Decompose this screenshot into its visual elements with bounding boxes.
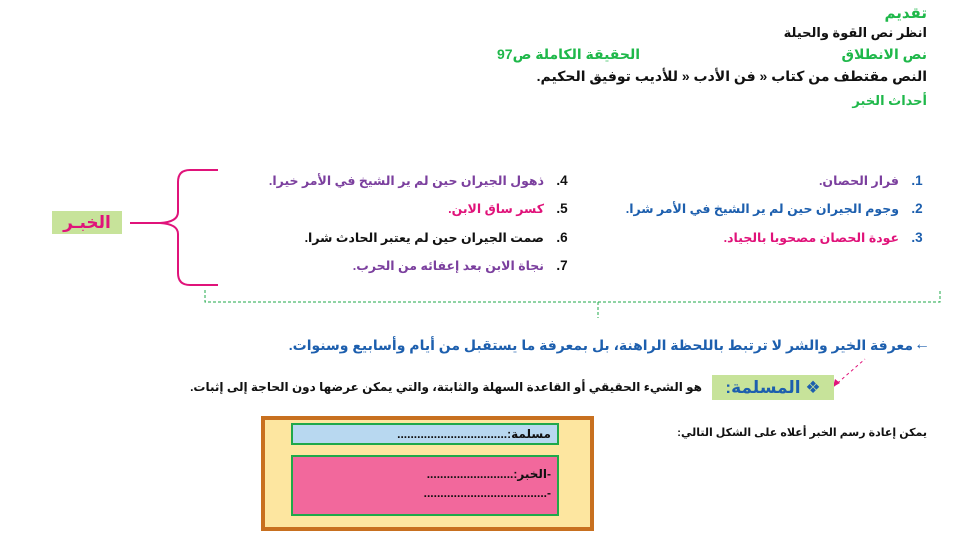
conclusion-text: معرفة الخير والشر لا ترتبط باللحظة الراهنة، بل بمعرفة ما يستقبل من أيام وأسابيع وسنوات. — [288, 337, 913, 353]
redraw-note: يمكن إعادة رسم الخبر أعلاه على الشكل التالي: — [677, 427, 927, 439]
musallama-box: مسلمة:................................. — [291, 423, 559, 445]
list-item: 6.صمت الجيران حين لم يعتبر الحادث شرا. — [304, 230, 568, 245]
list-item: 5.كسر ساق الابن. — [448, 201, 568, 216]
intro-line: انظر نص القوة والحيلة — [783, 25, 927, 40]
list-item: 1.فرار الحصان. — [818, 173, 923, 188]
list-item: 7.نجاة الابن بعد إعفائه من الحرب. — [352, 258, 568, 273]
musallama-label: ❖ المسلمة: — [712, 375, 834, 400]
start-text-label: نص الانطلاق — [841, 46, 927, 62]
list-item: 4.ذهول الجيران حين لم ير الشيخ في الأمر خيرا. — [268, 173, 568, 188]
reference-label: الحقيقة الكاملة ص97 — [497, 46, 641, 62]
khabar-label: الخبـر — [52, 211, 122, 234]
khabar-box — [291, 455, 559, 516]
khabar-line: -الخبر:.......................... — [426, 467, 551, 481]
section-heading: أحداث الخبر — [852, 93, 927, 108]
page-title: تقديم — [884, 5, 927, 22]
source-text: النص مقتطف من كتاب « فن الأدب « للأديب توفيق الحكيم. — [536, 68, 927, 84]
list-item: 2.وجوم الجيران حين لم ير الشيخ في الأمر شرا. — [625, 201, 923, 216]
arrow-left-icon: ← — [914, 336, 930, 353]
khabar-line: -..................................... — [423, 486, 551, 500]
list-item: 3.عودة الحصان مصحوبا بالجياد. — [723, 230, 923, 245]
musallama-definition: هو الشيء الحقيقي أو القاعدة السهلة والثابتة، والتي يمكن عرضها دون الحاجة إلى إثبات. — [190, 380, 702, 394]
